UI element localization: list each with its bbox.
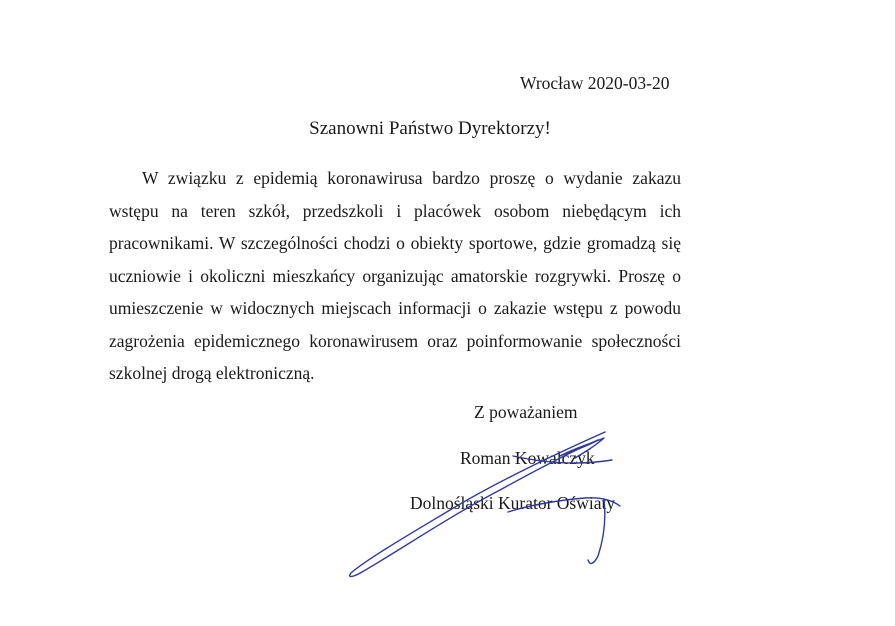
signer-name: Roman Kowalczyk bbox=[460, 448, 595, 468]
closing: Z poważaniem bbox=[474, 402, 578, 422]
letter-body: W związku z epidemią koronawirusa bardzo proszę o wydanie zakazu wstępu na teren szkół, przedszkoli i placówek osobom niebędącym ich pracownikami. W szczególności chodzi o obiekty sportowe, gdzie gromadzą się uczniowie i okoliczni mieszkańcy organizując amatorskie rozgrywki. Proszę o umieszczenie w widocznych miejscach informacji o zakazie wstępu z powodu zagrożenia epidemicznego koronawirusem oraz poinformowanie społeczności szkolnej drogą elektroniczną. bbox=[109, 168, 681, 383]
letter-date: Wrocław 2020-03-20 bbox=[520, 73, 670, 93]
salutation: Szanowni Państwo Dyrektorzy! bbox=[309, 118, 551, 139]
signer-title: Dolnośląski Kurator Oświaty bbox=[410, 493, 616, 513]
